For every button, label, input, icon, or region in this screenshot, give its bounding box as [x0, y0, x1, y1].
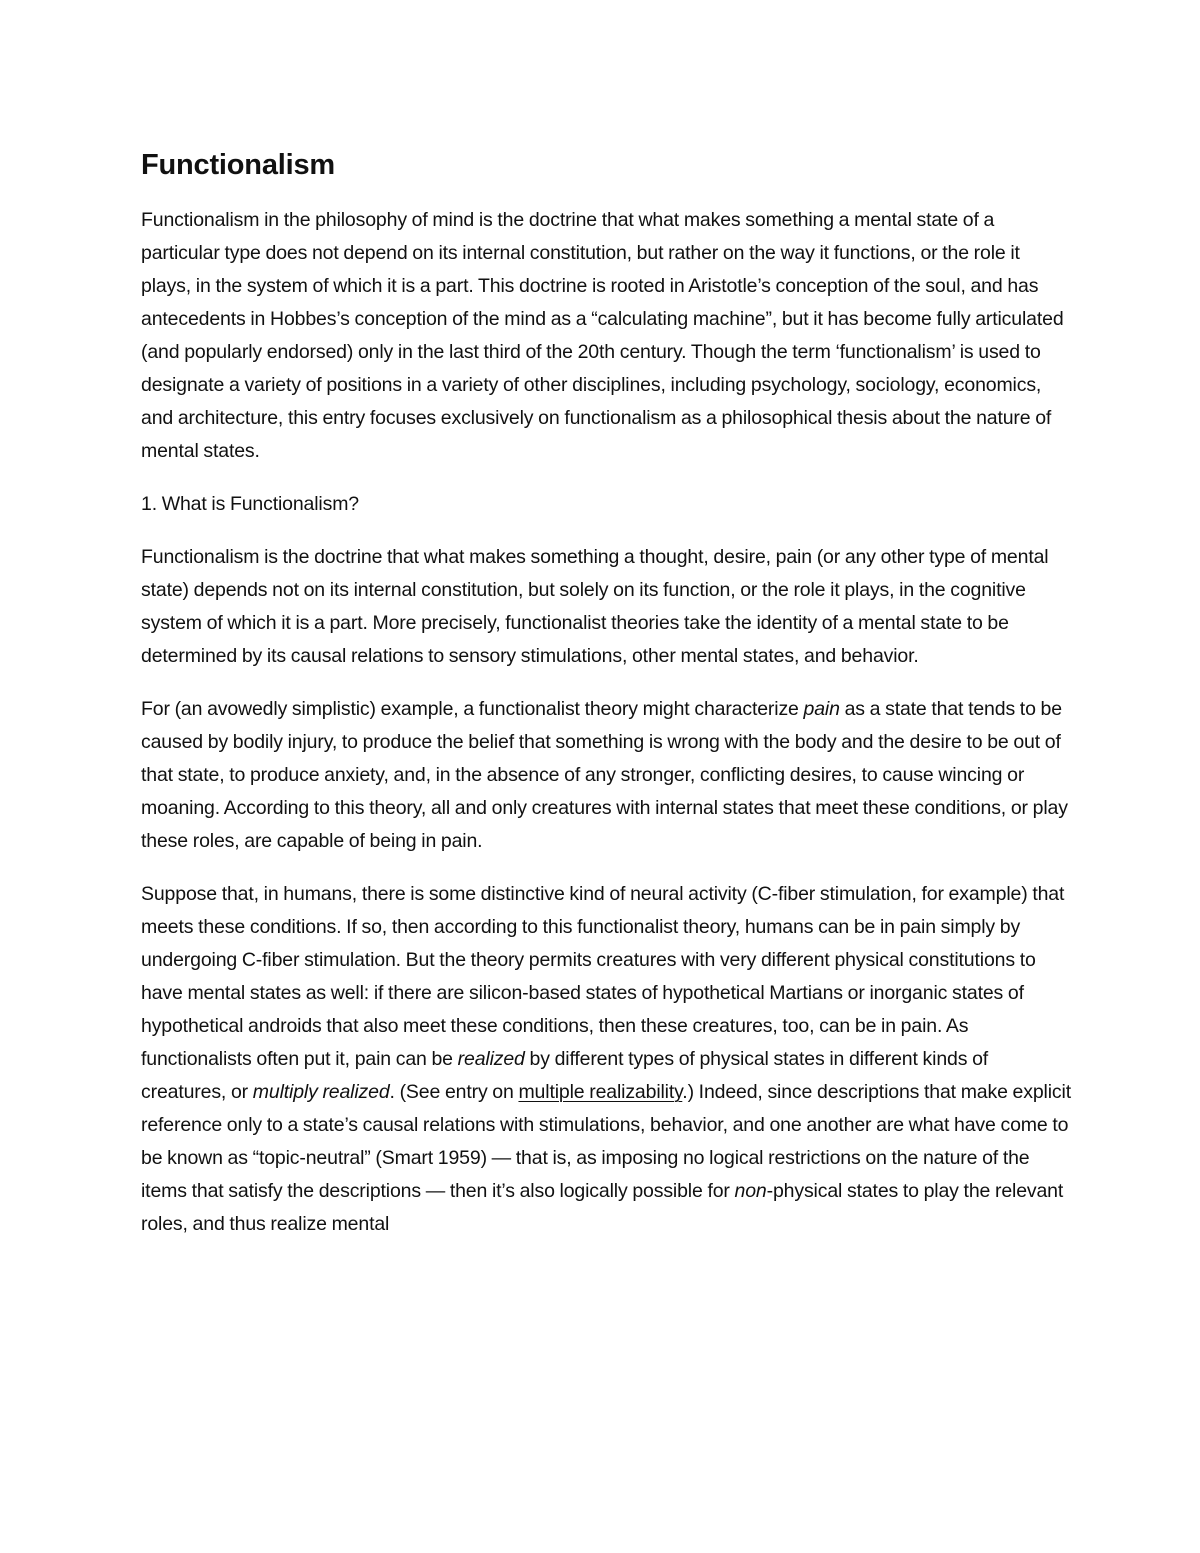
emphasis-pain: pain: [803, 698, 840, 720]
text-segment: by different types of physical states in different kinds of creatures, or: [141, 1048, 989, 1103]
intro-paragraph: Functionalism in the philosophy of mind is the doctrine that what makes something a mental state of a particular type does not depend on its internal constitution, but rather on the way it functions, or the role it plays, in the system of which it is a part. This doctrine is rooted in Aristotle’s conception of the soul, and has antecedents in Hobbes’s conception of the mind as a “calculating machine”, but it has become fully articulated (and popularly endorsed) only in the last third of the 20th century. Though the term ‘functionalism’ is used to designate a variety of positions in a variety of other disciplines, including psychology, sociology, economics, and architecture, this entry focuses exclusively on functionalism as a philosophical thesis about the nature of mental states.: [141, 209, 1064, 462]
emphasis-realized: realized: [457, 1048, 525, 1070]
text-segment: as a state that tends to be caused by bodily injury, to produce the belief that something is wrong with the body and the desire to be out of that state, to produce anxiety, and, in the absence of any stronger, conflicting desires, to cause wincing or moaning. According to this theory, all and only creatures with internal states that meet these conditions, or play these roles, are capable of being in pain.: [141, 698, 1068, 852]
text-segment: -physical states to play the relevant roles, and thus realize mental: [141, 1180, 1064, 1235]
document-page: [141, 140, 1071, 1241]
text-segment: . (See entry on: [389, 1081, 519, 1103]
section-heading: 1. What is Functionalism?: [141, 493, 360, 515]
emphasis-non: non: [734, 1180, 767, 1202]
multiple-realizability-link[interactable]: multiple realizability: [518, 1081, 683, 1103]
paragraph-multiple-realization: [141, 878, 1071, 1241]
paragraph-pain-example: [141, 693, 1071, 858]
emphasis-multiply-realized: multiply realized: [252, 1081, 390, 1103]
text-segment: .) Indeed, since descriptions that make explicit reference only to a state’s causal relations with stimulations, behavior, and one another are what have come to be known as “topic-neutral” (Smart 1959) — that is, as imposing no logical restrictions on the nature of the items that satisfy the descriptions — then it’s also logically possible for: [141, 1081, 1071, 1202]
text-segment: For (an avowedly simplistic) example, a functionalist theory might characterize: [141, 698, 804, 720]
paragraph-definition: Functionalism is the doctrine that what makes something a thought, desire, pain (or any other type of mental state) depends not on its internal constitution, but solely on its function, or the role it plays, in the cognitive system of which it is a part. More precisely, functionalist theories take the identity of a mental state to be determined by its causal relations to sensory stimulations, other mental states, and behavior.: [141, 546, 1049, 667]
document-title: Functionalism: [141, 149, 335, 181]
text-segment: Suppose that, in humans, there is some distinctive kind of neural activity (C-fiber stimulation, for example) that meets these conditions. If so, then according to this functionalist theory, humans can be in pain simply by undergoing C-fiber stimulation. But the theory permits creatures with very different physical constitutions to have mental states as well: if there are silicon-based states of hypothetical Martians or inorganic states of hypothetical androids that also meet these conditions, then these creatures, too, can be in pain. As functionalists often put it, pain can be: [141, 883, 1065, 1070]
